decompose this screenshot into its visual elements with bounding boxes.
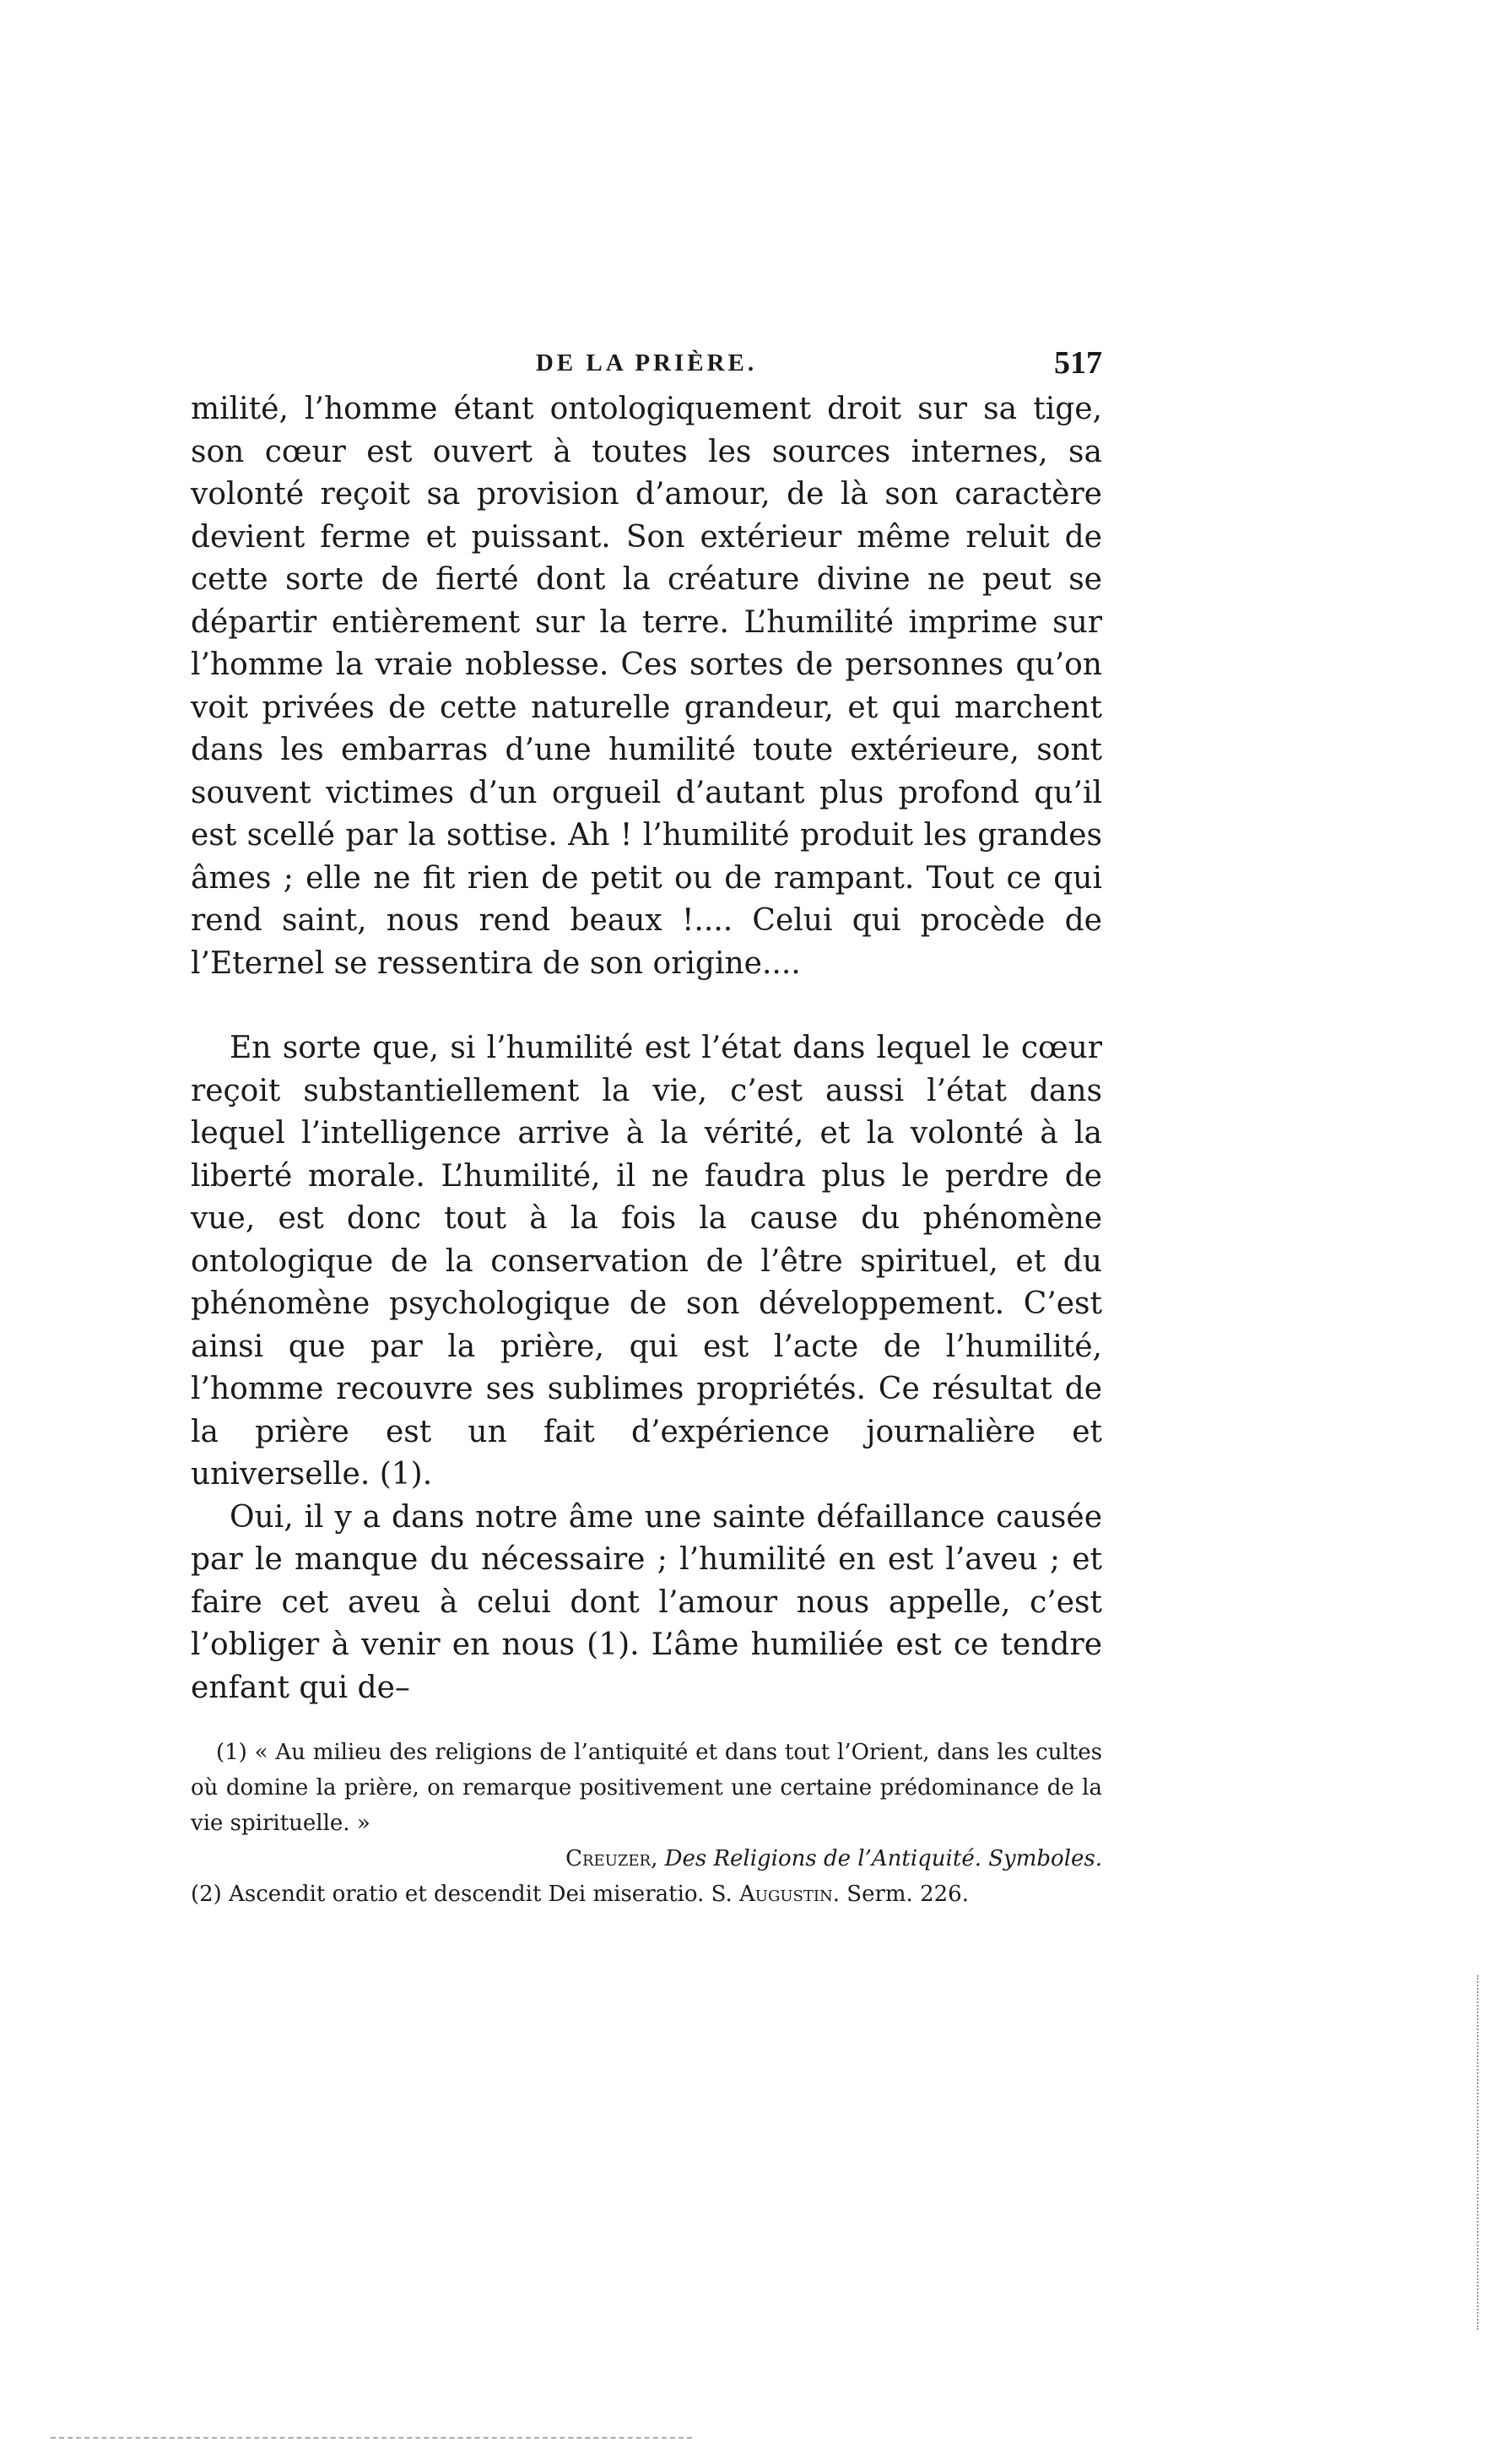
footnote-2 xyxy=(191,1876,1102,1912)
footnote-2-ref: Serm. 226. xyxy=(846,1882,969,1907)
page-number: 517 xyxy=(1054,345,1102,381)
footnote-1: (1) « Au milieu des religions de l’antiquité et dans tout l’Orient, dans les cultes où domine la prière, on remarque positivement une certaine prédominance de la vie spirituelle. » xyxy=(191,1740,1102,1836)
footnotes xyxy=(191,1735,1102,1912)
footnote-1-title: Des Religions de l’Antiquité. Symboles. xyxy=(664,1846,1102,1871)
scan-bottom-marks xyxy=(51,2437,692,2439)
book-page xyxy=(191,344,1102,1912)
paragraph-continuation: milité, l’homme étant ontologiquement droit sur sa tige, son cœur est ouvert à toutes les sources internes, sa volonté reçoit sa provision d’amour, de là son caractère devient ferme et puissant. Son extérieur même reluit de cette sorte de fierté dont la créature divine ne peut se départir entièrement sur la terre. L’humilité imprime sur l’homme la vraie noblesse. Ces sortes de personnes qu’on voit privées de cette naturelle grandeur, et qui marchent dans les embarras d’une humilité toute extérieure, sont souvent victimes d’un orgueil d’autant plus profond qu’il est scellé par la sottise. Ah ! l’humilité produit les grandes âmes ; elle ne fit rien de petit ou de rampant. Tout ce qui rend saint, nous rend beaux !.... Celui qui procède de l’Eternel se ressentira de son origine.... xyxy=(191,392,1102,981)
footnote-1-attribution xyxy=(191,1841,1102,1876)
scan-edge-marks xyxy=(1477,1975,1482,2330)
paragraph-sainte-defaillance: Oui, il y a dans notre âme une sainte défaillance causée par le manque du nécessaire ; l’humilité en est l’aveu ; et faire cet aveu à celui dont l’amour nous appelle, c’est l’obliger à venir en nous (1). L’âme humiliée est ce tendre enfant qui de– xyxy=(191,1499,1102,1705)
footnote-1-author: Creuzer, xyxy=(565,1846,658,1871)
page-header xyxy=(191,344,1102,388)
running-title: DE LA PRIÈRE. xyxy=(535,349,758,376)
paragraph-spacer xyxy=(191,985,1102,1027)
footnote-2-text: (2) Ascendit oratio et descendit Dei miseratio. S. xyxy=(191,1882,733,1907)
paragraph-humility-state: En sorte que, si l’humilité est l’état dans lequel le cœur reçoit substantiellement la vie, c’est aussi l’état dans lequel l’intelligence arrive à la vérité, et la volonté à la liberté morale. L’humilité, il ne faudra plus le perdre de vue, est donc tout à la fois la cause du phénomène ontologique de la conservation de l’être spirituel, et du phénomène psychologique de son développement. C’est ainsi que par la prière, qui est l’acte de l’humilité, l’homme recouvre ses sublimes propriétés. Ce résultat de la prière est un fait d’expérience journalière et universelle. (1). xyxy=(191,1031,1102,1492)
footnote-2-author: Augustin. xyxy=(739,1882,840,1907)
